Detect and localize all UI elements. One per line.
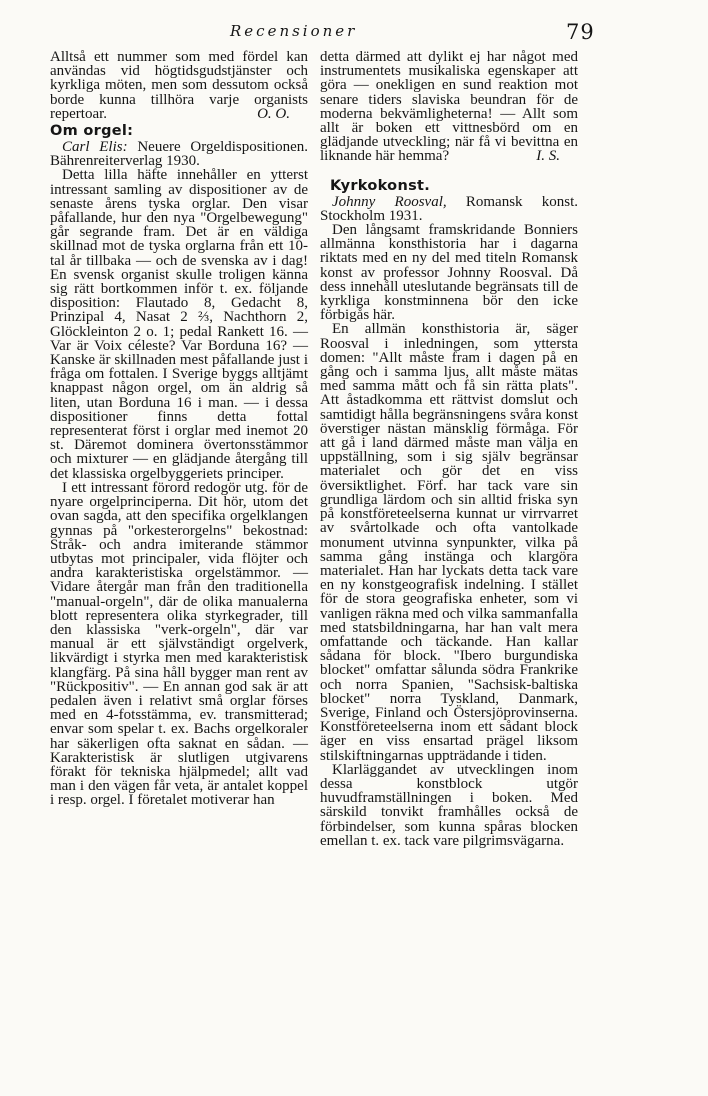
paragraph-continued-text: detta därmed att dylikt ej har något med instrumentets musikaliska egenskaper att göra — onekligen en sund reaktion mot senare tiders slaviska beundran för de moderna bekvämligheterna! — Allt som allt är boken ett vittnesbörd om en glädjande utveckling; när få vi bevittna en liknande här hemma?	[320, 49, 578, 165]
paragraph-organ-continued	[320, 50, 578, 164]
reference-author: Johnny Roosval,	[332, 193, 447, 210]
section-heading-organ: Om orgel:	[50, 123, 134, 140]
reference-title: Romansk konst. Stockholm 1931.	[320, 193, 579, 224]
intro-paragraph	[50, 50, 308, 121]
paragraph-church-art-3: Klarläggandet av utvecklingen inom dessa konstblock utgör huvudframställningen i boken. Med särskild tonvikt framhålles också de förbindelser, som kunna spåras blocken emellan t. ex. tack vare pilgrimsvägarna.	[320, 761, 578, 849]
intro-signature: O. O.	[257, 105, 290, 122]
paragraph-church-art-1: Den långsamt framskridande Bonniers allmänna konsthistoria har i dagarna riktats med en ny del med titeln Romansk konst av professor Johnny Roosval. Då dess innehåll uteslutande begränsats till de kyrkliga konstminnena bör den icke förbigås här.	[320, 222, 578, 324]
reference-author: Carl Elis:	[62, 139, 128, 156]
paragraph-organ-1: Detta lilla häfte innehåller en ytterst intressant samling av dispositioner av de senaste årens tyska orglar. Den visar påfallande, hur den nya "Orgelbewegung" går segrande fram. Det är en väldiga skillnad mot de tyska orglarna från ett 10-tal år tillbaka — och de svenska av i dag! En svensk organist skulle troligen känna sig rätt bortkommen inför t. ex. följande disposition: Flautado 8, Gedacht 8, Prinzipal 4, Nasat 2 ⅔, Nachthorn 2, Glöckleinton 2 o. 1; pedal Rankett 16. — Var är Voix céleste? Var Borduna 16? — Kanske är skillnaden mest påfallande just i fråga om fottalen. I Sverige byggs alltjämt knappast någon orgel, om än aldrig så liten, utan Borduna 16 i man. — i dessa dispositioner finns detta fottal representerat först i orglar med inemot 20 st. Däremot dominera övertonsstämmor och mixturer — en glädjande återgång till det klassiska orgelbyggeriets principer.	[50, 167, 308, 482]
section-heading-church-art: Kyrkokonst.	[330, 177, 431, 194]
page-header	[0, 22, 708, 46]
page-number: 79	[566, 20, 595, 44]
intro-paragraph-text: Alltså ett nummer som med fördel kan användas vid högtidsgudstjänster och kyrkliga möten, men som dessutom också borde kunna tillhöra varje organists repertoar.	[50, 49, 308, 122]
left-column	[50, 50, 308, 808]
paragraph-signature: I. S.	[536, 148, 560, 165]
intro-block	[50, 50, 308, 121]
right-column	[320, 50, 578, 848]
paragraph-organ-2: I ett intressant förord redogör utg. för de nyare orgelprinciperna. Dit hör, utom det ovan sagda, att den specifika orgelklangen gynnas på "orkesterorgelns" bekostnad: Stråk- och andra imiterande stämmor utbytas mot principaler, vida flöjter och andra karakteristiska orgelstämmor. — Vidare återgår man från den traditionella "manual-orgeln", där de olika manualerna blott representera olika styrkegrader, till den klassiska "verk-orgeln", där var manual är ett självständigt orgelverk, likvärdigt i styrka men med karakteristisk klangfärg. På sina håll bygger man rent av "Rückpositiv". — En annan god sak är att pedalen även i relativt små orglar förses med en 4-fotsstämma, ev. transmitterad; envar som spelar t. ex. Bachs orgelkoraler har säkerligen ofta saknat en sådan. — Karakteristisk är slutligen utgivarens förakt för tekniska hjälpmedel; allt vad man i den vägen får veta, är antalet koppel i resp. orgel. I företalet motiverar han	[50, 479, 308, 809]
paragraph-church-art-2: En allmän konsthistoria är, säger Roosval i inledningen, som yttersta domen: "Allt måste fram i dagen på en gång och i samma ljus, allt måste mätas med samma mått och få sin rätta plats". Att åstadkomma ett rättvist domslut och samtidigt hålla begränsningens svåra konst överstiger nästan mänsklig förmåga. För att gå i land därmed måste man välja en uppställning, som i sig själv begränsar materialet och gör det en viss översiktlighet. Förf. har tack vare sin grundliga lärdom och sin alltid friska syn på konstföreteelserna kunnat ur virrvarret av svårtolkade och ofta vantolkade monument utvinna synpunkter, vilka på samma gång instänga och klargöra materialet. Han har lyckats detta tack vare en ny konstgeografisk indelning. I stället för de stora geografiska enheter, som vi vanligen räkna med och vilka sammanfalla med statsbildningarna, har han valt mera omfattande och täckande. Han kallar sådana för block. "Ibero burgundiska blocket" omfattar sålunda södra Frankrike och norra Spanien, "Sachsisk-baltiska blocket" norra Tyskland, Danmark, Sverige, Finland och Östersjöprovinserna. Konstföreteelserna inom ett sådant block äger en viss ensartad prägel liksom stilskiftningarnas uppträdande i tiden.	[320, 321, 578, 764]
reference-organ-book	[50, 140, 308, 168]
reference-title: Neuere Orgeldispositionen. Bährenreiterverlag 1930.	[50, 139, 309, 170]
reference-church-art-book	[320, 195, 578, 223]
running-title: Recensioner	[230, 22, 358, 40]
